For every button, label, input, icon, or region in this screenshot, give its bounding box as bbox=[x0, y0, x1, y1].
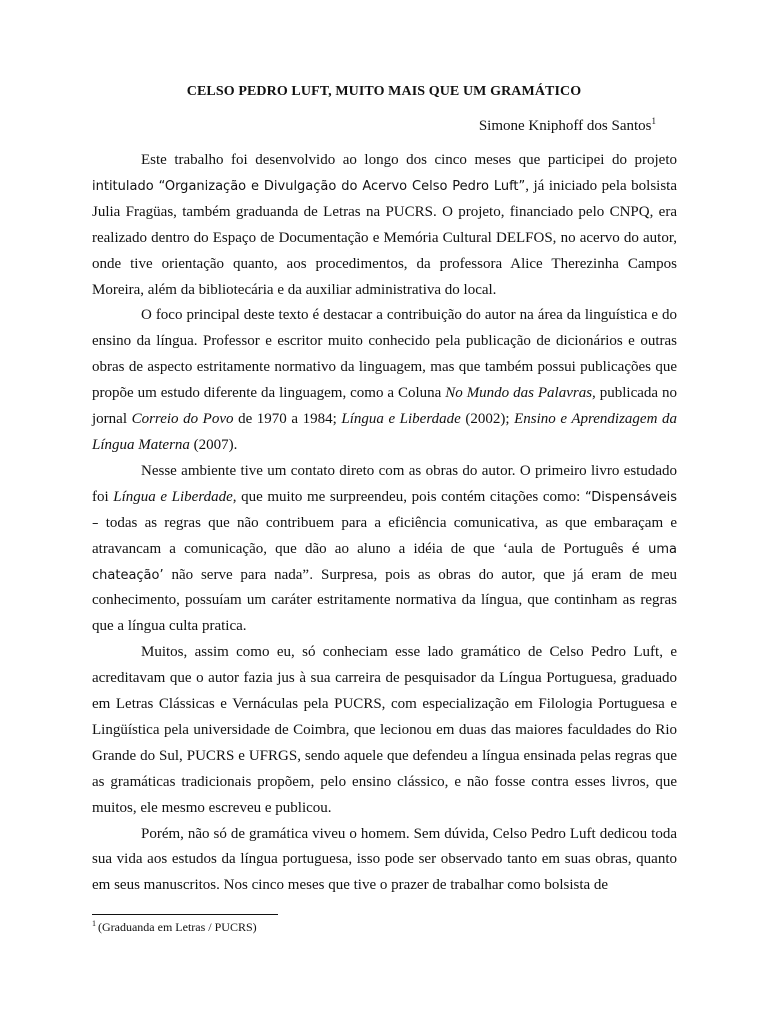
paragraph-text: O foco principal deste texto é destacar a contribuição do autor na área da linguística e do ensino da língua. Professor e escritor muito conhecido pela publicação de dicionários e outras obras de aspecto estritamente normativo da linguagem, mas que também possui publicações que propõe um estudo diferente da linguagem, como a Coluna bbox=[92, 307, 677, 402]
paragraph-text: , que muito me surpreendeu, pois contém citações como: bbox=[232, 488, 585, 505]
paragraph-text: não serve para nada” bbox=[163, 566, 310, 583]
footnote-separator bbox=[92, 914, 278, 915]
document-body bbox=[92, 148, 677, 899]
quote-text: é uma chateação’ bbox=[92, 541, 677, 583]
paragraph-text: Este trabalho foi desenvolvido ao longo dos cinco meses que participei do projeto bbox=[141, 152, 677, 168]
paragraph-2 bbox=[92, 303, 677, 458]
quote-text: “Dispensáveis – bbox=[92, 489, 677, 531]
paragraph-5 bbox=[92, 822, 677, 900]
paragraph-3 bbox=[92, 459, 677, 640]
paragraph-text: (2002); bbox=[460, 411, 515, 428]
author-name: Simone Kniphoff dos Santos bbox=[478, 118, 652, 134]
footnote-mark: 1 bbox=[92, 919, 96, 928]
paragraph-text: Surpresa, pois as obras do autor, que já eram de meu conhecimento, possuíam um caráter estritamente normativa da língua, que continham as regras que a língua culta pratica. bbox=[92, 566, 678, 635]
paragraph-text: publicada no jornal bbox=[92, 385, 677, 428]
footnote bbox=[92, 920, 257, 935]
paragraph-1 bbox=[92, 148, 677, 303]
document-title: CELSO PEDRO LUFT, MUITO MAIS QUE UM GRAMÁTICO bbox=[186, 84, 582, 99]
paragraph-text: Muitos, assim como eu, só conheciam esse lado gramático de Celso Pedro Luft, e acreditavam que o autor fazia jus à sua carreira de pesquisador da Língua Portuguesa, graduado em Letras Clássicas e Vernáculas pela PUCRS, com especialização em Filologia Portuguesa e Lingüística pela universidade de Coimbra, que lecionou em duas das maiores faculdades do Rio Grande do Sul, PUCRS e UFRGS, sendo aquele que defendeu a língua ensinada pelas regras que as gramáticas tradicionais propõem, pelo ensino clássico, e não fosse contra esses livros, que muitos, ele mesmo escreveu e publicou. bbox=[92, 644, 677, 816]
work-title: Correio do Povo bbox=[131, 411, 234, 428]
author-line bbox=[479, 118, 656, 135]
work-title: Língua e Liberdade bbox=[341, 411, 461, 428]
paragraph-text: todas as regras que não contribuem para a eficiência comunicativa, as que embaraçam e atravancam a comunicação, que dão ao aluno a idéia de que ‘aula de Português bbox=[92, 514, 677, 557]
paragraph-text: (2007). bbox=[189, 436, 238, 453]
project-title-text: intitulado “Organização e Divulgação do Acervo Celso Pedro Luft” bbox=[92, 178, 526, 194]
work-title: Língua e Liberdade bbox=[113, 488, 233, 505]
paragraph-text: Nesse ambiente tive um contato direto com as obras do autor. O primeiro livro estudado foi bbox=[92, 462, 677, 505]
footnote-text: (Graduanda em Letras / PUCRS) bbox=[98, 920, 257, 934]
paragraph-text: , já iniciado pela bolsista Julia Fragüas, também graduanda de Letras na PUCRS. O projeto, financiado pelo CNPQ, era realizado dentro do Espaço de Documentação e Memória Cultural DELFOS, no acervo do autor, onde tive orientação quanto, aos procedimentos, da professora Alice Therezinha Campos Moreira, além da bibliotecária e da auxiliar administrativa do local. bbox=[92, 177, 677, 298]
paragraph-text: Porém, não só de gramática viveu o homem. Sem dúvida, Celso Pedro Luft dedicou toda sua vida aos estudos da língua portuguesa, isso pode ser observado tanto em suas obras, quanto em seus manuscritos. Nos cinco meses que tive o prazer de trabalhar como bolsista de bbox=[92, 825, 677, 894]
work-title: No Mundo das Palavras, bbox=[445, 385, 596, 402]
work-title: Ensino e Aprendizagem da Língua Materna bbox=[92, 411, 677, 453]
author-footnote-mark: 1 bbox=[651, 116, 656, 126]
paragraph-4 bbox=[92, 640, 677, 821]
quote-text: . bbox=[309, 567, 314, 583]
paragraph-text: de 1970 a 1984; bbox=[233, 411, 342, 428]
